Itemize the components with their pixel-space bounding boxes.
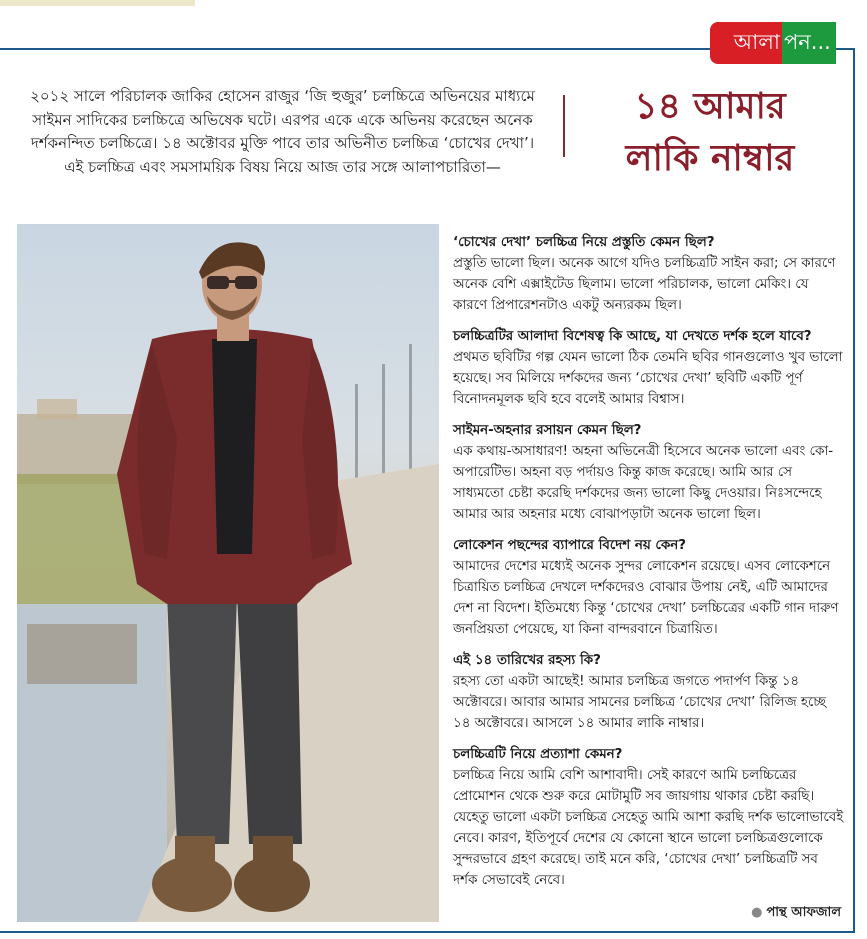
headline-line1: ১৪ আমার: [634, 85, 786, 127]
qa-item: [453, 232, 845, 316]
answer: এক কথায়-অসাধারণ! অহনা অভিনেত্রী হিসেবে অনেক ভালো এবং কো-অপারেটিভ। অহনা বড় পর্দায়ও কিন্তু কাজ করেছে। আমি আর সে সাধ্যমতো চেষ্টা করেছি দর্শকদের জন্য ভালো কিছু দেওয়ার। নিঃসন্দেহে আমার আর অহনার মধ্যে বোঝাপড়াটা অনেক ভালো ছিল।: [453, 444, 834, 522]
section-badge-part1: আলা: [710, 22, 782, 64]
frame-border-top-right: [835, 48, 855, 50]
qa-item: [453, 744, 845, 891]
bullet-icon: ●: [751, 905, 763, 920]
qa-item: [453, 650, 845, 734]
qa-item: [453, 535, 845, 640]
question: চলচ্চিত্রটি নিয়ে প্রত্যাশা কেমন?: [453, 747, 623, 762]
headline: [590, 80, 830, 184]
question: সাইমন-অহনার রসায়ন কেমন ছিল?: [453, 423, 642, 438]
question: এই ১৪ তারিখের রহস্য কি?: [453, 653, 601, 668]
frame-border-top: [0, 48, 710, 50]
headline-divider: [563, 95, 565, 157]
frame-border-right: [853, 48, 855, 933]
portrait-photo: [17, 224, 439, 922]
author-credit: [751, 903, 841, 924]
question: ‘চোখের দেখা’ চলচ্চিত্র নিয়ে প্রস্তুতি কেমন ছিল?: [453, 235, 715, 250]
question: চলচ্চিত্রটির আলাদা বিশেষত্ব কি আছে, যা দেখতে দর্শক হলে যাবে?: [453, 329, 812, 344]
qa-item: [453, 420, 845, 525]
section-badge: [710, 22, 836, 64]
answer: রহস্য তো একটা আছেই! আমার চলচ্চিত্র জগতে পদার্পণ কিন্তু ১৪ অক্টোবরে। আবার আমার সামনের চলচ্চিত্র ‘চোখের দেখা’ রিলিজ হচ্ছে ১৪ অক্টোবরে। আসলে ১৪ আমার লাকি নাম্বার।: [453, 674, 826, 731]
qa-item: [453, 326, 845, 410]
top-tab-strip: [0, 0, 195, 6]
frame-border-bottom: [0, 931, 855, 933]
intro-paragraph: ২০১২ সালে পরিচালক জাকির হোসেন রাজুর ‘জি হুজুর’ চলচ্চিত্রে অভিনয়ের মাধ্যমে সাইমন সাদিকের চলচ্চিত্রে অভিষেক ঘটে। এরপর একে একে অভিনয় করেছেন অনেক দর্শকনন্দিত চলচ্চিত্রে। ১৪ অক্টোবর মুক্তি পাবে তার অভিনীত চলচ্চিত্র ‘চোখের দেখা’। এই চলচ্চিত্র এবং সমসাময়িক বিষয় নিয়ে আজ তার সঙ্গে আলাপচারিতা—: [30, 87, 535, 176]
question: লোকেশন পছন্দের ব্যাপারে বিদেশ নয় কেন?: [453, 538, 686, 553]
section-badge-part2: পন...: [782, 22, 836, 64]
author-name: পান্থ আফজাল: [766, 905, 841, 920]
answer: প্রথমত ছবিটির গল্প যেমন ভালো ঠিক তেমনি ছবির গানগুলোও খুব ভালো হয়েছে। সব মিলিয়ে দর্শকদের জন্য ‘চোখের দেখা’ ছবিটি একটি পূর্ণ বিনোদনমূলক ছবি হবে বলেই আমার বিশ্বাস।: [453, 350, 843, 407]
answer: প্রস্তুতি ভালো ছিল। অনেক আগে যদিও চলচ্চিত্রটি সাইন করা; সে কারণে অনেক বেশি এক্সাইটেড ছিলাম। ভালো পরিচালক, ভালো মেকিং। যে কারণে প্রিপারেশনটাও একটু অন্যরকম ছিল।: [453, 256, 836, 313]
answer: আমাদের দেশের মধ্যেই অনেক সুন্দর লোকেশন রয়েছে। এসব লোকেশনে চিত্রায়িত চলচ্চিত্র দেখলে দর্শকদেরও বোঝার উপায় নেই, এটি আমাদের দেশ না বিদেশ। ইতিমধ্যে কিন্তু ‘চোখের দেখা’ চলচ্চিত্রের একটি গান দারুণ জনপ্রিয়তা পেয়েছে, যা কিনা বান্দরবানে চিত্রায়িত।: [453, 559, 839, 637]
interview-qa: [453, 232, 845, 901]
headline-line2: লাকি নাম্বার: [625, 137, 795, 179]
answer: চলচ্চিত্র নিয়ে আমি বেশি আশাবাদী। সেই কারণে আমি চলচ্চিত্রের প্রোমোশন থেকে শুরু করে মোটামুটি সব জায়গায় থাকার চেষ্টা করছি। যেহেতু ভালো একটা চলচ্চিত্র সেহেতু আমি আশা করছি দর্শক ভালোভাবেই নেবে। কারণ, ইতিপূর্বে দেশের যে কোনো স্থানে ভালো চলচ্চিত্রগুলোকে সুন্দরভাবে গ্রহণ করেছে। তাই মনে করি, ‘চোখের দেখা’ চলচ্চিত্রটি সব দর্শক সেভাবেই নেবে।: [453, 768, 844, 888]
